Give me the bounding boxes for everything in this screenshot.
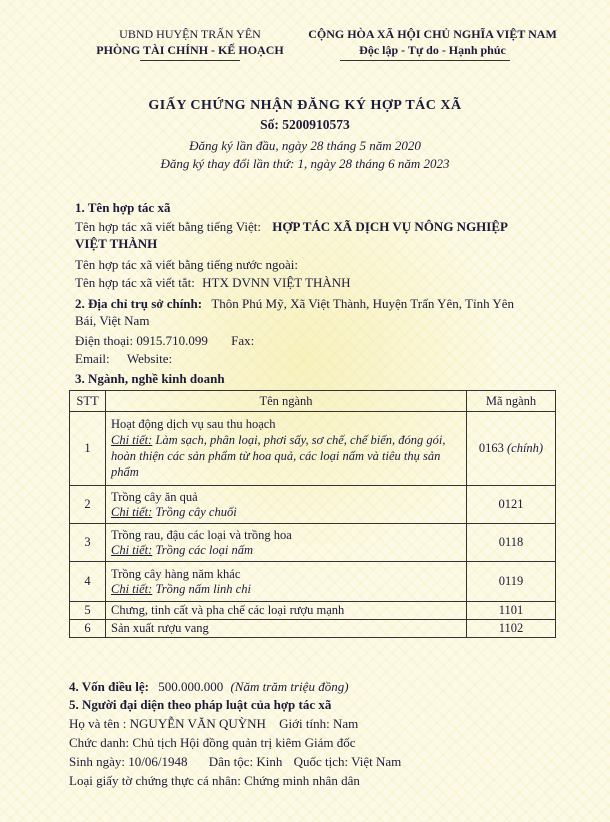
- col-code: Mã ngành: [467, 391, 556, 412]
- row-code: 1102: [467, 620, 556, 638]
- row-stt: 5: [70, 602, 106, 620]
- row-stt: 1: [70, 412, 106, 486]
- document-title: GIẤY CHỨNG NHẬN ĐĂNG KÝ HỢP TÁC XÃ: [148, 98, 462, 113]
- table-header-row: [70, 391, 556, 412]
- abbr-name-label: Tên hợp tác xã viết tắt:: [75, 275, 195, 290]
- row-name: Sản xuất rượu vang: [106, 620, 467, 638]
- row-name: Trồng cây ăn quả: [111, 489, 198, 504]
- rep-gender-label: Giới tính:: [279, 716, 330, 731]
- row-stt: 3: [70, 524, 106, 562]
- rep-id-type-label: Loại giấy tờ chứng thực cá nhân:: [69, 773, 241, 788]
- rep-nationality-label: Quốc tịch:: [293, 754, 349, 769]
- address-value-cont: Bái, Việt Nam: [75, 313, 150, 328]
- first-registration-date: Đăng ký lần đầu, ngày 28 tháng 5 năm 2020: [189, 138, 421, 153]
- phone-label: Điện thoại:: [75, 333, 134, 348]
- email-label: Email:: [75, 351, 110, 366]
- section5-heading: 5. Người đại diện theo pháp luật của hợp tác xã: [69, 697, 332, 712]
- rep-nationality-value: Việt Nam: [351, 754, 402, 769]
- row-name-cell: [106, 486, 467, 524]
- business-lines-table: [69, 390, 556, 638]
- rep-title-value: Chủ tịch Hội đồng quản trị kiêm Giám đốc: [132, 735, 356, 750]
- issuer-block: [95, 26, 285, 58]
- detail-label: Chi tiết:: [111, 433, 153, 447]
- section1-heading: 1. Tên hợp tác xã: [75, 200, 171, 215]
- row-name: Trồng rau, đậu các loại và trồng hoa: [111, 527, 292, 542]
- address-row: [75, 296, 514, 312]
- country-name: CỘNG HÒA XÃ HỘI CHỦ NGHĨA VIỆT NAM: [308, 27, 557, 41]
- change-registration-date: Đăng ký thay đổi lần thứ: 1, ngày 28 tháng 6 năm 2023: [160, 156, 450, 171]
- capital-words: (Năm trăm triệu đồng): [230, 679, 349, 694]
- table-row: [70, 524, 556, 562]
- row-code-cell: [467, 412, 556, 486]
- row-detail: [111, 505, 461, 520]
- rep-ethnic-label: Dân tộc:: [208, 754, 254, 769]
- detail-text: Trồng các loại nấm: [155, 542, 254, 557]
- rep-dob-value: 10/06/1948: [128, 754, 188, 769]
- row-stt: 2: [70, 486, 106, 524]
- row-detail: [111, 543, 461, 558]
- vn-name-label: Tên hợp tác xã viết bằng tiếng Việt:: [75, 219, 261, 234]
- row-name-cell: [106, 562, 467, 602]
- vn-name-row: [75, 219, 508, 235]
- foreign-name-label: Tên hợp tác xã viết bằng tiếng nước ngoài:: [75, 257, 298, 272]
- capital-row: [69, 679, 349, 695]
- abbr-name-row: [75, 275, 351, 291]
- rep-dob-label: Sinh ngày:: [69, 754, 125, 769]
- certificate-number: Số: 5200910573: [260, 117, 350, 132]
- rep-id-row: [69, 773, 360, 789]
- table-row: [70, 562, 556, 602]
- row-code: 0121: [467, 486, 556, 524]
- issuer-department: PHÒNG TÀI CHÍNH - KẾ HOẠCH: [96, 43, 284, 57]
- detail-text: Làm sạch, phân loại, phơi sấy, sơ chế, chế biến, đóng gói, hoàn thiện các sản phẩm từ hoa quả, các loại nấm và tiêu thụ sản phẩm: [111, 433, 446, 479]
- table-row: [70, 602, 556, 620]
- email-row: [75, 351, 172, 367]
- row-code: 0118: [467, 524, 556, 562]
- detail-label: Chi tiết:: [111, 581, 153, 596]
- phone-row: [75, 333, 254, 349]
- address-value: Thôn Phú Mỹ, Xã Việt Thành, Huyện Trấn Yên, Tỉnh Yên: [211, 296, 515, 311]
- table-row: [70, 412, 556, 486]
- vn-name-value-cont: VIỆT THÀNH: [75, 236, 158, 251]
- capital-value: 500.000.000: [158, 679, 224, 694]
- rep-gender-value: Nam: [333, 716, 359, 731]
- rep-dob-row: [69, 754, 401, 770]
- rep-title-row: [69, 735, 356, 751]
- motto-underline: [340, 60, 510, 61]
- rep-title-label: Chức danh:: [69, 735, 130, 750]
- row-code: 1101: [467, 602, 556, 620]
- rep-name-row: [69, 716, 358, 732]
- section3-heading: 3. Ngành, nghề kinh doanh: [75, 371, 225, 386]
- website-label: Website:: [126, 351, 173, 366]
- row-name: Chưng, tinh cất và pha chế các loại rượu mạnh: [106, 602, 467, 620]
- detail-label: Chi tiết:: [111, 542, 153, 557]
- row-name: Hoạt động dịch vụ sau thu hoạch: [111, 417, 276, 431]
- rep-name-value: NGUYỄN VĂN QUỲNH: [129, 716, 266, 731]
- row-code: 0119: [467, 562, 556, 602]
- rep-ethnic-value: Kinh: [256, 754, 283, 769]
- col-name: Tên ngành: [106, 391, 467, 412]
- row-detail: [111, 582, 461, 597]
- phone-value: 0915.710.099: [136, 333, 208, 348]
- section4-heading: 4. Vốn điều lệ:: [69, 679, 149, 694]
- issuer-authority: UBND HUYỆN TRẤN YÊN: [119, 27, 261, 41]
- abbr-name-value: HTX DVNN VIỆT THÀNH: [202, 275, 351, 290]
- rep-id-type-value: Chứng minh nhân dân: [244, 773, 360, 788]
- row-stt: 4: [70, 562, 106, 602]
- detail-text: Trồng nấm linh chi: [155, 581, 251, 596]
- rep-name-label: Họ và tên :: [69, 716, 127, 731]
- row-code-note: (chính): [507, 441, 544, 455]
- table-row: [70, 620, 556, 638]
- table-row: [70, 486, 556, 524]
- national-motto-block: [300, 26, 565, 58]
- row-stt: 6: [70, 620, 106, 638]
- issuer-underline: [140, 60, 240, 61]
- vn-name-value: HỢP TÁC XÃ DỊCH VỤ NÔNG NGHIỆP: [272, 219, 508, 234]
- detail-text: Trồng cây chuối: [155, 504, 237, 519]
- fax-label: Fax:: [231, 333, 255, 348]
- col-stt: STT: [70, 391, 106, 412]
- detail-label: Chi tiết:: [111, 504, 153, 519]
- section2-heading: 2. Địa chỉ trụ sở chính:: [75, 296, 203, 311]
- motto: Độc lập - Tự do - Hạnh phúc: [359, 43, 506, 57]
- row-name-cell: [106, 524, 467, 562]
- row-name: Trồng cây hàng năm khác: [111, 566, 241, 581]
- row-code: 0163: [478, 441, 504, 455]
- row-name-cell: [106, 412, 467, 486]
- row-detail: [111, 432, 461, 480]
